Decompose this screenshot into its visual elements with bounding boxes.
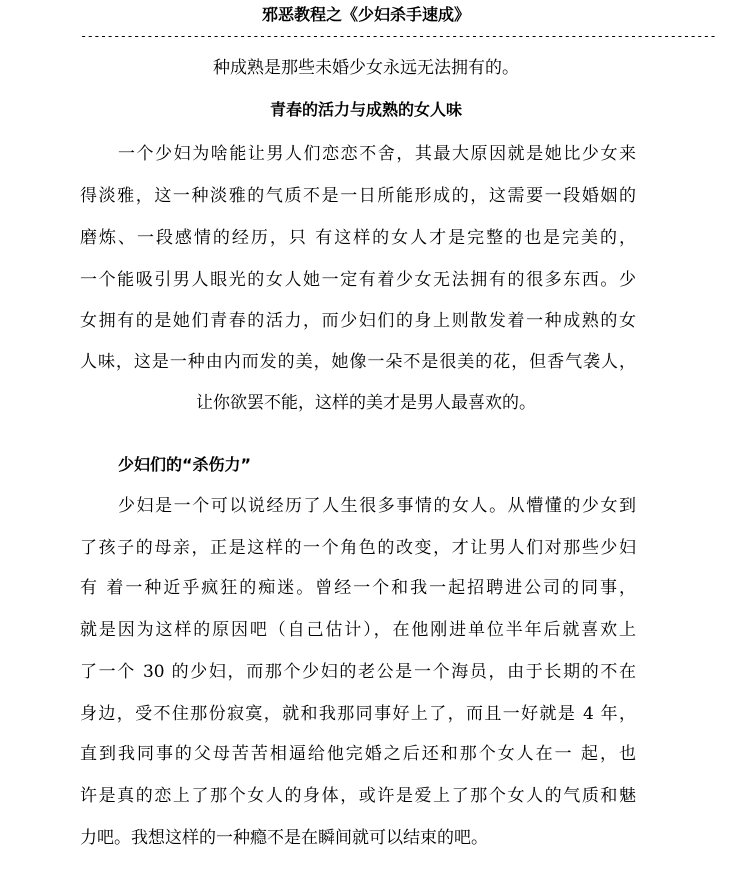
paragraph-line: 一个能吸引男人眼光的女人她一定有着少女无法拥有的很多东西。少 bbox=[80, 270, 636, 290]
title-divider: ------------------------------------------------------------------------------------------------ bbox=[80, 29, 716, 43]
paragraph-line: 了孩子的母亲，正是这样的一个角色的改变，才让男人们对那些少妇 bbox=[80, 538, 636, 558]
document-title: 邪恶教程之《少妇杀手速成》 bbox=[261, 5, 470, 24]
paragraph-line: 直到我同事的父母苦苦相逼给他完婚之后还和那个女人在一 起，也 bbox=[80, 744, 636, 764]
intro-line: 种成熟是那些未婚少女永远无法拥有的。 bbox=[213, 58, 519, 78]
paragraph-line: 人味，这是一种由内而发的美，她像一朵不是很美的花，但香气袭人， bbox=[80, 352, 636, 372]
paragraph-line: 少妇是一个可以说经历了人生很多事情的女人。从懵懂的少女到 bbox=[118, 496, 636, 516]
paragraph-line: 有 着一种近乎疯狂的痴迷。曾经一个和我一起招聘进公司的同事， bbox=[80, 578, 636, 598]
section-heading-youth-and-maturity: 青春的活力与成熟的女人味 bbox=[269, 100, 462, 119]
section-heading-killing-power: 少妇们的“杀伤力” bbox=[118, 455, 252, 474]
paragraph-line: 得淡雅，这一种淡雅的气质不是一日所能形成的，这需要一段婚姻的 bbox=[80, 186, 636, 206]
paragraph-line: 身边，受不住那份寂寞，就和我那同事好上了，而且一好就是 4 年， bbox=[80, 704, 636, 724]
paragraph-line: 一个少妇为啥能让男人们恋恋不舍，其最大原因就是她比少女来 bbox=[118, 144, 636, 164]
paragraph-last-line: 让你欲罢不能，这样的美才是男人最喜欢的。 bbox=[196, 393, 536, 413]
paragraph-line: 就是因为这样的原因吧（自己估计），在他刚进单位半年后就喜欢上 bbox=[80, 620, 636, 640]
paragraph-last-line: 力吧。我想这样的一种瘾不是在瞬间就可以结束的吧。 bbox=[80, 828, 488, 848]
paragraph-line: 女拥有的是她们青春的活力，而少妇们的身上则散发着一种成熟的女 bbox=[80, 311, 636, 331]
paragraph-line: 磨炼、一段感情的经历，只 有这样的女人才是完整的也是完美的， bbox=[80, 228, 636, 248]
paragraph-line: 许是真的恋上了那个女人的身体，或许是爱上了那个女人的气质和魅 bbox=[80, 786, 636, 806]
paragraph-line: 了一个 30 的少妇，而那个少妇的老公是一个海员，由于长期的不在 bbox=[80, 662, 636, 682]
